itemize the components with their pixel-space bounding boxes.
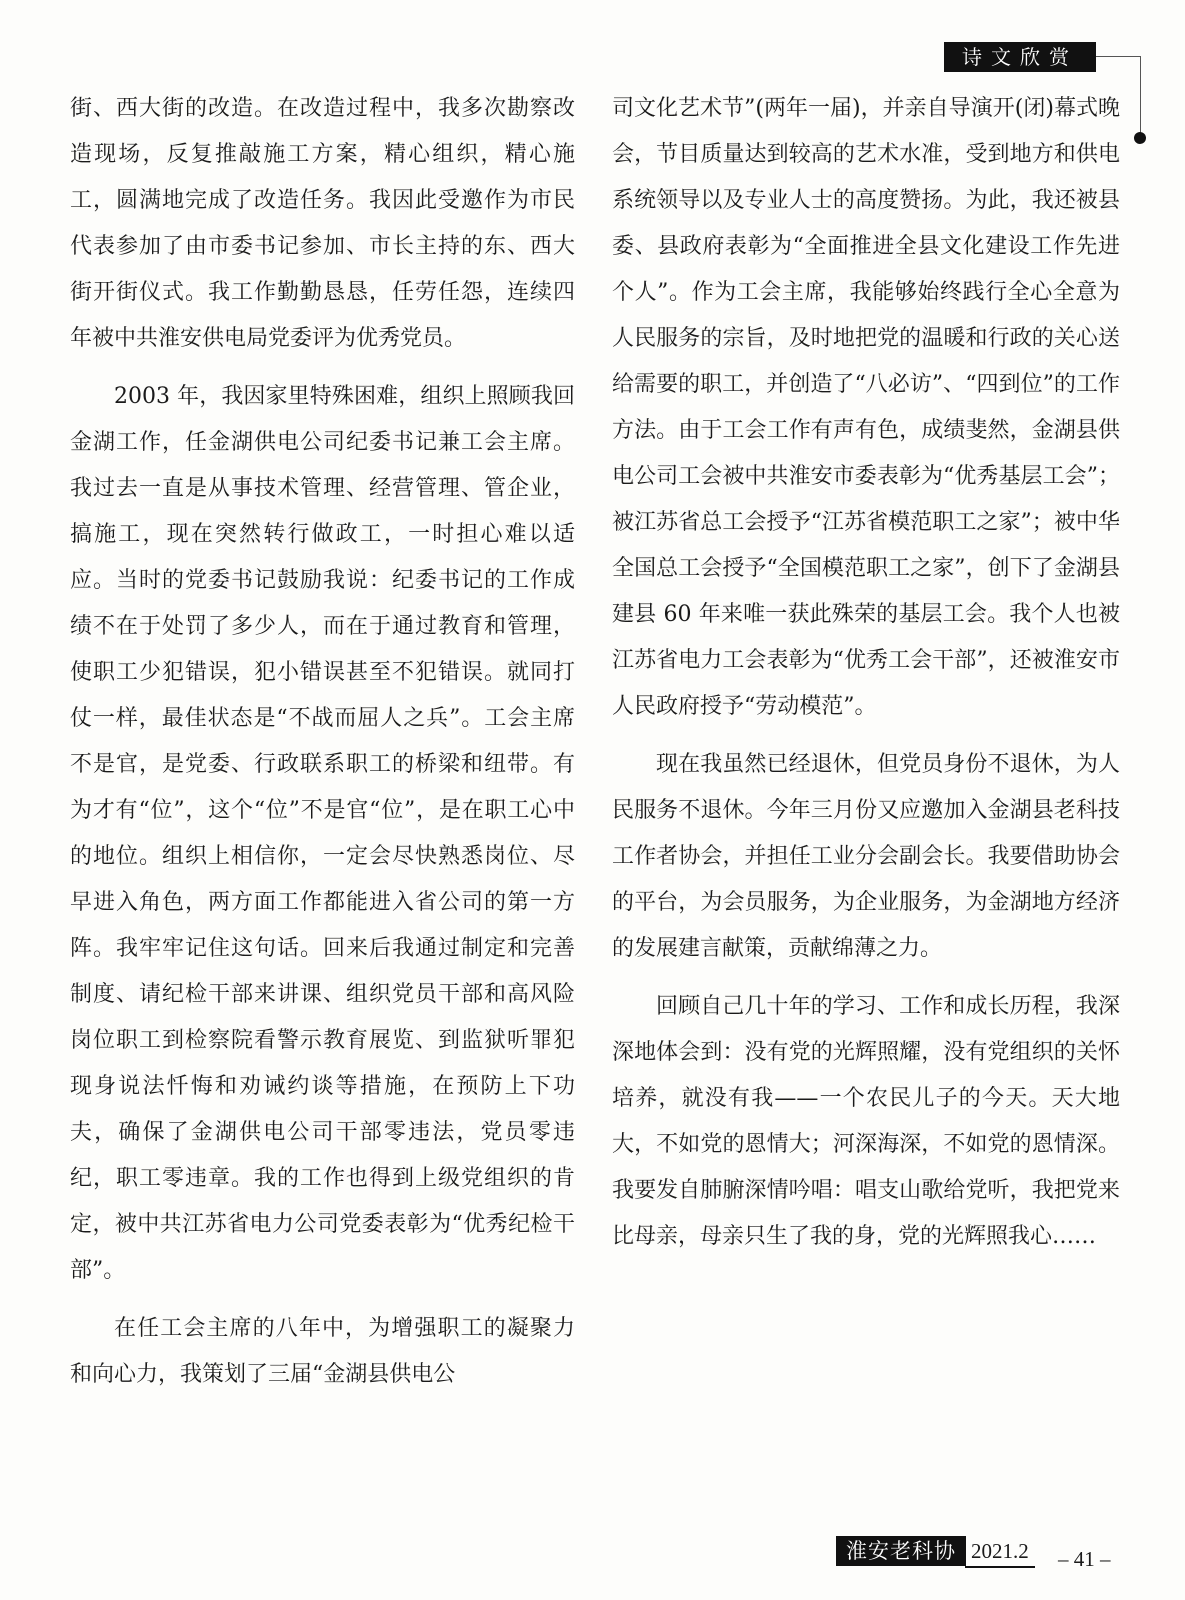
paragraph: 在任工会主席的八年中，为增强职工的凝聚力和向心力，我策划了三届“金湖县供电公: [70, 1316, 575, 1387]
publication-name: 淮安老科协: [836, 1536, 966, 1566]
header-rule-dot: [1134, 132, 1146, 144]
paragraph: 街、西大街的改造。在改造过程中，我多次勘察改造现场，反复推敲施工方案，精心组织，精心施工，圆满地完成了改造任务。我因此受邀作为市民代表参加了由市委书记参加、市长主持的东、西大街开街仪式。我工作勤勤恳恳，任劳任怨，连续四年被中共淮安供电局党委评为优秀党员。: [70, 96, 575, 351]
right-column: [612, 86, 1120, 1272]
page-number: – 41 –: [1058, 1547, 1111, 1571]
paragraph: 2003 年，我因家里特殊困难，组织上照顾我回金湖工作，任金湖供电公司纪委书记兼工会主席。我过去一直是从事技术管理、经营管理、管企业，搞施工，现在突然转行做政工，一时担心难以适应。当时的党委书记鼓励我说：纪委书记的工作成绩不在于处罚了多少人，而在于通过教育和管理，使职工少犯错误，犯小错误甚至不犯错误。就同打仗一样，最佳状态是“不战而屈人之兵”。工会主席不是官，是党委、行政联系职工的桥梁和纽带。有为才有“位”，这个“位”不是官“位”，是在职工心中的地位。组织上相信你，一定会尽快熟悉岗位、尽早进入角色，两方面工作都能进入省公司的第一方阵。我牢牢记住这句话。回来后我通过制定和完善制度、请纪检干部来讲课、组织党员干部和高风险岗位职工到检察院看警示教育展览、到监狱听罪犯现身说法忏悔和劝诫约谈等措施，在预防上下功夫，确保了金湖供电公司干部零违法，党员零违纪，职工零违章。我的工作也得到上级党组织的肯定，被中共江苏省电力公司党委表彰为“优秀纪检干部”。: [70, 384, 575, 1283]
header-rule-horizontal: [1096, 56, 1140, 57]
section-tag: 诗文欣赏: [944, 42, 1096, 72]
left-column: [70, 86, 575, 1410]
paragraph: 现在我虽然已经退休，但党员身份不退休，为人民服务不退休。今年三月份又应邀加入金湖县老科技工作者协会，并担任工业分会副会长。我要借助协会的平台，为会员服务，为企业服务，为金湖地方经济的发展建言献策，贡献绵薄之力。: [612, 752, 1120, 961]
header-rule-vertical: [1140, 56, 1141, 140]
paragraph: 回顾自己几十年的学习、工作和成长历程，我深深地体会到：没有党的光辉照耀，没有党组织的关怀培养，就没有我——一个农民儿子的今天。天大地大，不如党的恩情大；河深海深，不如党的恩情深。我要发自肺腑深情吟唱：唱支山歌给党听，我把党来比母亲，母亲只生了我的身，党的光辉照我心……: [612, 994, 1120, 1249]
issue-number: 2021.2: [965, 1536, 1035, 1568]
paragraph: 司文化艺术节”(两年一届)，并亲自导演开(闭)幕式晚会，节目质量达到较高的艺术水准，受到地方和供电系统领导以及专业人士的高度赞扬。为此，我还被县委、县政府表彰为“全面推进全县文化建设工作先进个人”。作为工会主席，我能够始终践行全心全意为人民服务的宗旨，及时地把党的温暖和行政的关心送给需要的职工，并创造了“八必访”、“四到位”的工作方法。由于工会工作有声有色，成绩斐然，金湖县供电公司工会被中共淮安市委表彰为“优秀基层工会”；被江苏省总工会授予“江苏省模范职工之家”；被中华全国总工会授予“全国模范职工之家”，创下了金湖县建县 60 年来唯一获此殊荣的基层工会。我个人也被江苏省电力工会表彰为“优秀工会干部”，还被淮安市人民政府授予“劳动模范”。: [612, 96, 1120, 719]
